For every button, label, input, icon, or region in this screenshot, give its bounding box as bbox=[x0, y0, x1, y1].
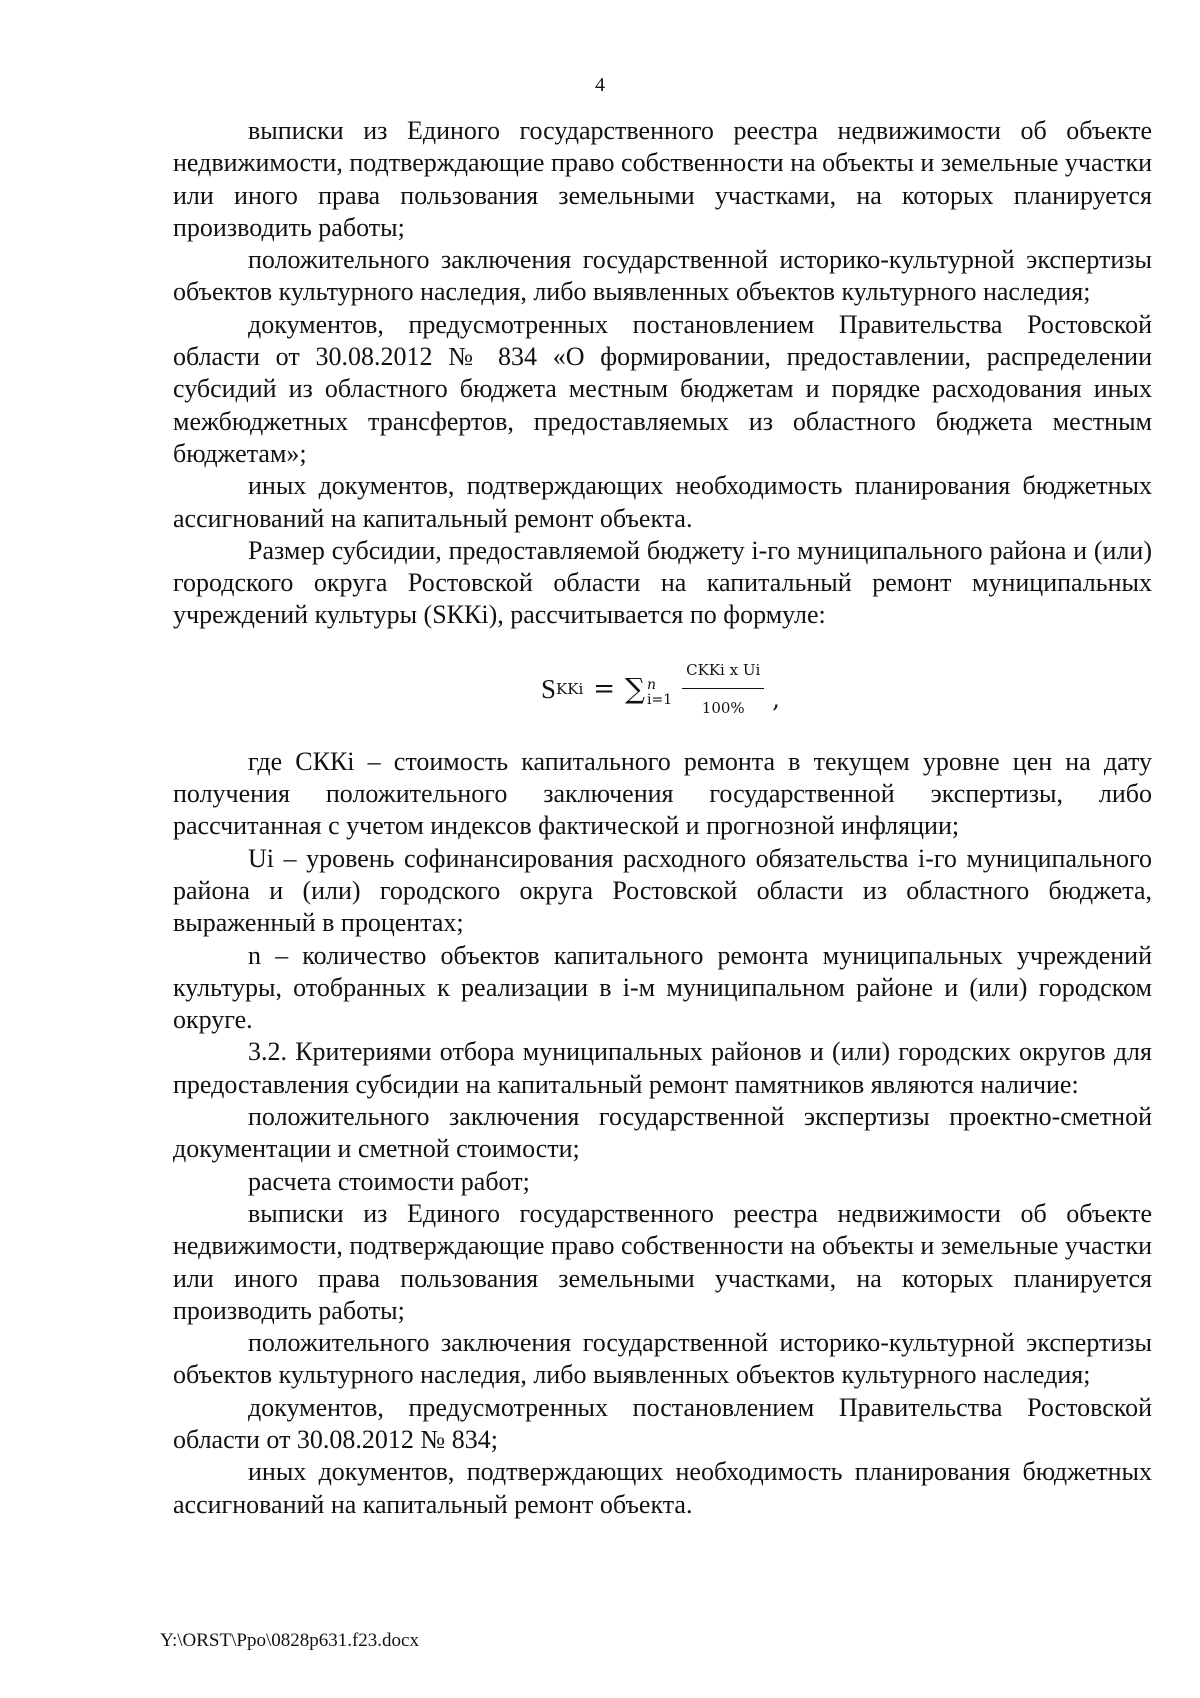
paragraph: выписки из Единого государственного реестра недвижимости об объекте недвижимости, подтверждающие право собственности на объекты и земельные участки или иного права пользования земельными участками, на которых планируется производить работы; bbox=[173, 1198, 1152, 1325]
sum-sign-icon: ∑ bbox=[625, 671, 646, 705]
formula-numerator: CKKi x Ui bbox=[682, 654, 764, 689]
page-number: 4 bbox=[595, 74, 605, 96]
sum-upper-limit: n bbox=[647, 677, 657, 694]
formula-lhs: S bbox=[541, 673, 557, 704]
sum-limits bbox=[647, 678, 672, 708]
paragraph: положительного заключения государственной историко-культурной экспертизы объектов культурного наследия, либо выявленных объектов культурного наследия; bbox=[173, 1328, 1152, 1390]
paragraph: документов, предусмотренных постановлением Правительства Ростовской области от 30.08.2012 № 834; bbox=[173, 1392, 1152, 1454]
sum-lower-limit: i=1 bbox=[647, 692, 673, 709]
paragraph: Размер субсидии, предоставляемой бюджету i-го муниципального района и (или) городского округа Ростовской области на капитальный ремонт муниципальных учреждений культуры (SККi), рассчитывается по формуле: bbox=[173, 535, 1152, 630]
formula-fraction bbox=[682, 654, 764, 725]
footer-file-path: Y:\ORST\Ppo\0828p631.f23.docx bbox=[160, 1630, 419, 1651]
paragraph: выписки из Единого государственного реестра недвижимости об объекте недвижимости, подтверждающие право собственности на объекты и земельные участки или иного права пользования земельными участками, на которых планируется производить работы; bbox=[173, 116, 1152, 242]
formula-trailing-comma: , bbox=[772, 684, 780, 713]
paragraph: документов, предусмотренных постановлением Правительства Ростовской области от 30.08.2012 № 834 «О формировании, предоставлении, распределении субсидий из областного бюджета местным бюджетам и порядке расходования иных межбюджетных трансфертов, предоставляемых из областного бюджета местным бюджетам»; bbox=[173, 309, 1152, 468]
formula-lhs-subscript: KKi bbox=[556, 679, 584, 698]
paragraph: иных документов, подтверждающих необходимость планирования бюджетных ассигнований на капитальный ремонт объекта. bbox=[173, 1457, 1152, 1519]
paragraph: Ui – уровень софинансирования расходного обязательства i-го муниципального района и (или) городского округа Ростовской области из областного бюджета, выраженный в процентах; bbox=[173, 843, 1152, 938]
paragraph: расчета стоимости работ; bbox=[248, 1166, 530, 1196]
formula-denominator: 100% bbox=[701, 699, 745, 718]
paragraph: 3.2. Критериями отбора муниципальных районов и (или) городских округов для предоставления субсидии на капитальный ремонт памятников являются наличие: bbox=[173, 1037, 1152, 1099]
formula-equals: = bbox=[593, 673, 616, 704]
paragraph: иных документов, подтверждающих необходимость планирования бюджетных ассигнований на капитальный ремонт объекта. bbox=[173, 471, 1152, 533]
paragraph: n – количество объектов капитального ремонта муниципальных учреждений культуры, отобранных к реализации в i-м муниципальном районе и (или) городском округе. bbox=[173, 940, 1152, 1035]
paragraph: положительного заключения государственной экспертизы проектно-сметной документации и сметной стоимости; bbox=[173, 1102, 1152, 1164]
subsidy-formula bbox=[173, 640, 1152, 740]
paragraph: положительного заключения государственной историко-культурной экспертизы объектов культурного наследия, либо выявленных объектов культурного наследия; bbox=[173, 245, 1152, 307]
document-body bbox=[173, 115, 1152, 1521]
paragraph: где CККi – стоимость капитального ремонта в текущем уровне цен на дату получения положительного заключения государственной экспертизы, либо рассчитанная с учетом индексов фактической и прогнозной инфляции; bbox=[173, 746, 1152, 841]
